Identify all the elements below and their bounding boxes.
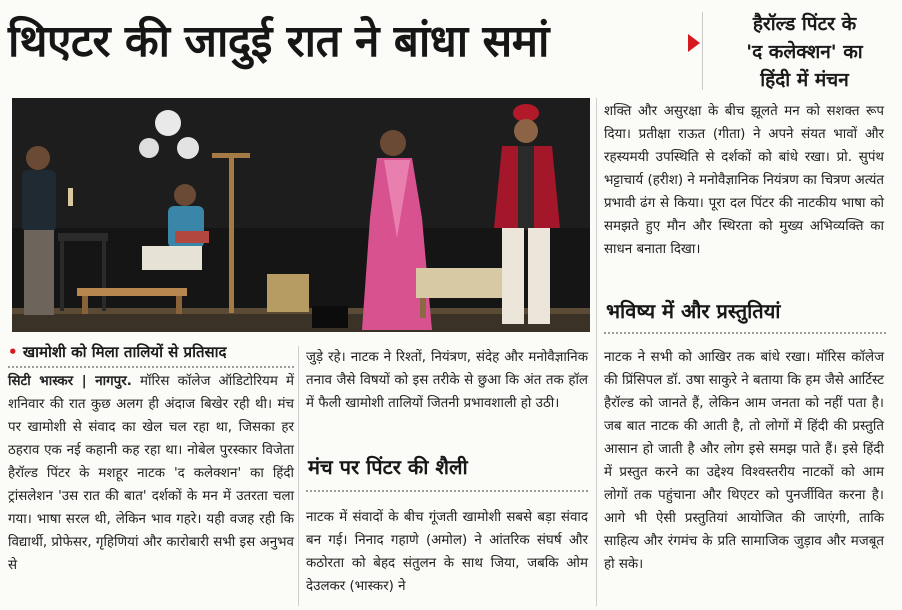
paragraph-3: नाटक में संवादों के बीच गूंजती खामोशी सबसे बड़ा संवाद बन गई। निनाद गहाणे (अमोल) ने आंतरिक संघर्ष और कठोरता को बेहद संतुलन के साथ जिया, जबकि ओम देउलकर (भास्कर) ने — [306, 510, 588, 594]
deck-line-3: हिंदी में मंचन — [760, 69, 849, 91]
caption-rule — [8, 366, 294, 368]
paragraph-1 — [8, 370, 294, 577]
subhead-future-shows: भविष्य में और प्रस्तुतियां — [606, 299, 781, 323]
red-arrow-icon — [688, 34, 700, 52]
deck — [712, 10, 897, 100]
divider — [702, 12, 703, 90]
paragraph-1-text: मॉरिस कॉलेज ऑडिटोरियम में शनिवार की रात कुछ अलग ही अंदाज बिखेर रही थी। मंच पर खामोशी से संवाद का खेल चल रहा था, जिसका हर ठहराव एक नई कहानी कह रहा था। नोबेल पुरस्कार विजेता हैरॉल्ड पिंटर के मशहूर नाटक 'द कलेक्शन' का हिंदी ट्रांसलेशन 'उस रात की बात' दर्शकों के मन में उतरता चला गया। भाषा सरल थी, लेकिन भाव गहरे। यही वजह रही कि विद्यार्थी, प्रोफेसर, गृहिणियां और कारोबारी सभी इस अनुभव से — [8, 374, 294, 573]
column-1 — [8, 370, 294, 577]
photo-caption-text: खामोशी को मिला तालियों से प्रतिसाद — [22, 343, 227, 361]
bullet-icon: • — [8, 343, 23, 361]
headline: थिएटर की जादुई रात ने बांधा समां — [8, 16, 549, 67]
column-3b — [604, 346, 884, 576]
subhead-rule-2 — [306, 490, 588, 492]
column-divider-2 — [596, 98, 597, 606]
paragraph-5: नाटक ने सभी को आखिर तक बांधे रखा। मॉरिस कॉलेज की प्रिंसिपल डॉ. उषा साकुरे ने बताया कि हम जैसे आर्टिस्ट हैरॉल्ड को जानते हैं, लेकिन आम जनता को नहीं पता है। जब बात नाटक की आती है, तो लोगों में हिंदी की प्रस्तुति आसान हो जाती है और लोग इसे समझ पाते हैं। इसे हिंदी में प्रस्तुत करने का उद्देश्य विश्वस्तरीय नाटकों को आम लोगों तक पहुंचाना और थिएटर को पुनर्जीवित करना है। आगे भी ऐसी प्रस्तुतियां आयोजित की जाएंगी, ताकि साहित्य और रंगमंच के प्रति सामाजिक जुड़ाव और मजबूत हो सके। — [604, 350, 884, 572]
dateline: सिटी भास्कर | नागपुर. — [8, 374, 132, 389]
stage-photo — [12, 98, 590, 332]
paragraph-2: जुड़े रहे। नाटक ने रिश्तों, नियंत्रण, संदेह और मनोवैज्ञानिक तनाव जैसे विषयों को इस तरीके से छुआ कि अंत तक हॉल में फैली खामोशी तालियों जितनी प्रभावशाली हो उठी। — [306, 350, 588, 411]
column-2b — [306, 506, 588, 598]
subhead-rule-3 — [604, 332, 886, 334]
paragraph-4: शक्ति और असुरक्षा के बीच झूलते मन को सशक्त रूप दिया। प्रतीक्षा राऊत (गीता) ने अपने संयत भावों और रहस्यमयी उपस्थिति से दर्शकों को बांधे रखा। प्रो. सुपंथ भट्टाचार्य (हरीश) ने मनोवैज्ञानिक नियंत्रण का चित्रण अत्यंत प्रभावी ढंग से किया। पूरा दल पिंटर की नाटकीय भाषा को समझते हुए मौन और स्थिरता को मुख्य अभिव्यक्ति का साधन बनाता दिखा। — [604, 104, 884, 257]
deck-line-2: 'द कलेक्शन' का — [746, 41, 863, 63]
column-3 — [604, 100, 884, 261]
column-2 — [306, 346, 588, 415]
photo-caption — [8, 340, 296, 364]
deck-line-1: हैरॉल्ड पिंटर के — [752, 13, 857, 35]
column-divider-1 — [298, 346, 299, 606]
subhead-pinter-style: मंच पर पिंटर की शैली — [308, 455, 468, 479]
